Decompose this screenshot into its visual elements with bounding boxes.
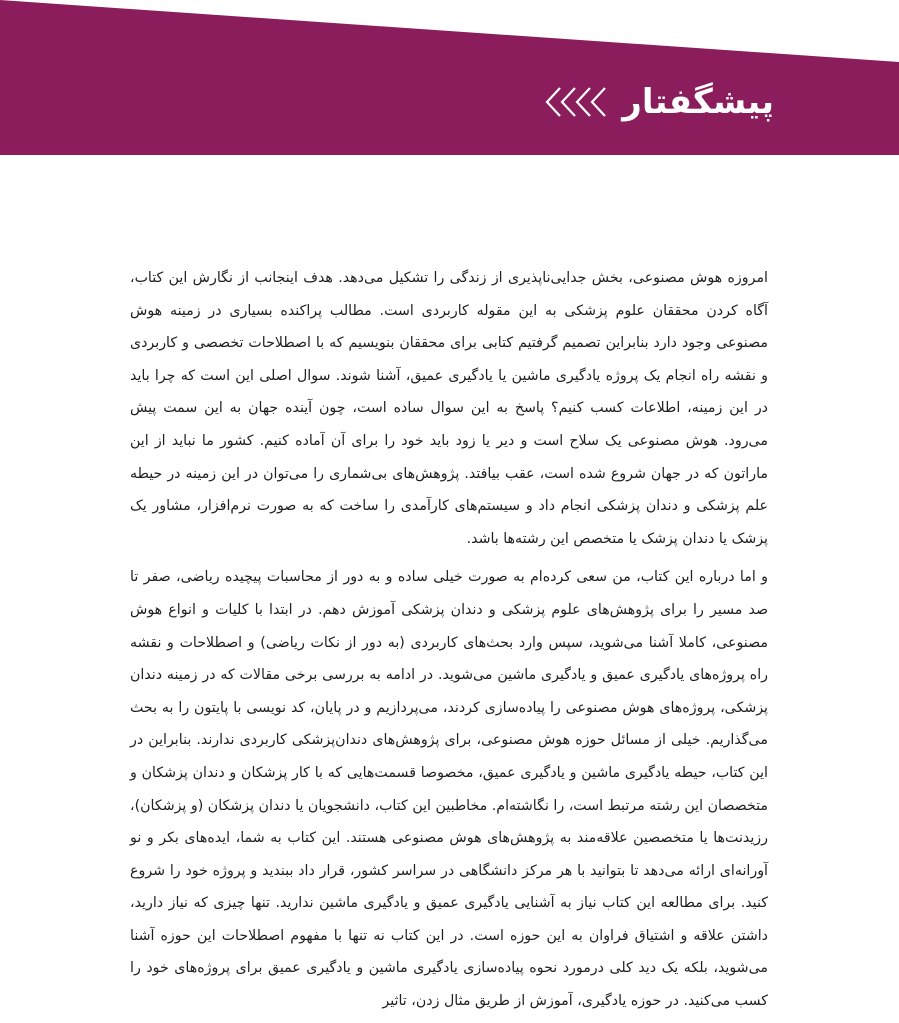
- chevrons-left-icon: [544, 85, 612, 119]
- chapter-title-text: پیشگفتار: [622, 82, 774, 122]
- chapter-title: [544, 78, 774, 126]
- preface-paragraph-1: امروزه هوش مصنوعی، بخش جدایی‌ناپذیری از زندگی را تشکیل می‌دهد. هدف اینجانب از نگارش این کتاب، آگاه کردن محققان علوم پزشکی به این مقوله کاربردی است. مطالب پراکنده بسیاری در زمینه هوش مصنوعی وجود دارد بنابراین تصمیم گرفتیم کتابی برای محققان بنویسیم که با اصطلاحات تخصصی و کاربردی و نقشه راه انجام یک پروژه یادگیری ماشین یا یادگیری عمیق، آشنا شوند. سوال اصلی این است که چرا باید در این زمینه، اطلاعات کسب کنیم؟ پاسخ به این سوال ساده است، چون آینده جهان به این سمت پیش می‌رود. هوش مصنوعی یک سلاح است و دیر یا زود باید خود را برای آن آماده کنیم. کشور ما نباید از این ماراتون که در جهان شروع شده است، عقب بیافتد. پژوهش‌های بی‌شماری را می‌توان در این زمینه در حیطه علم پزشکی و دندان پزشکی انجام داد و سیستم‌های کارآمدی را ساخت که به صورت نرم‌افزار، مشاور یک پزشک یا دندان پزشک یا متخصص این رشته‌ها باشد.: [130, 270, 768, 547]
- preface-body: [130, 262, 768, 1023]
- preface-paragraph-2: و اما درباره این کتاب، من سعی کرده‌ام به صورت خیلی ساده و به دور از محاسبات پیچیده ریاضی، صفر تا صد مسیر را برای پژوهش‌های علوم پزشکی و دندان پزشکی آموزش دهم. در ابتدا با کلیات و انواع هوش مصنوعی، کاملا آشنا می‌شوید، سپس وارد بحث‌های کاربردی (به دور از نکات ریاضی) و اصطلاحات و نقشه راه پروژه‌های یادگیری عمیق و یادگیری ماشین می‌شوید. در ادامه به بررسی برخی مقالات که در زمینه دندان پزشکی، پروژه‌های هوش مصنوعی را پیاده‌سازی کردند، می‌پردازیم و در پایان، کد نویسی با پایتون را به بحث می‌گذاریم. خیلی از مسائل حوزه هوش مصنوعی، برای پژوهش‌های دندان‌پزشکی کاربردی ندارند. بنابراین در این کتاب، حیطه یادگیری ماشین و یادگیری عمیق، مخصوصا قسمت‌هایی که با کار پزشکان و دندان پزشکان و متخصصان این رشته مرتبط است، را نگاشته‌ام. مخاطبین این کتاب، دانشجویان یا دندان پزشکان (و پزشکان)، رزیدنت‌ها یا متخصصین علاقه‌مند به پژوهش‌های هوش مصنوعی هستند. این کتاب به شما، ایده‌های بکر و نو آورانه‌ای ارائه می‌دهد تا بتوانید با هر مرکز دانشگاهی در سراسر کشور، قرار داد ببندید و پروژه خود را شروع کنید. برای مطالعه این کتاب نیاز به آشنایی یادگیری عمیق و یادگیری ماشین ندارید. تنها چیزی که نیاز دارید، داشتن علاقه و اشتیاق فراوان به این حوزه است. در این کتاب نه تنها با مفهوم اصطلاحات این حوزه آشنا می‌شوید، بلکه یک دید کلی درمورد نحوه پیاده‌سازی یادگیری ماشین و یادگیری عمیق برای پروژه‌های خود را کسب می‌کنید. در حوزه یادگیری، آموزش از طریق مثال زدن، تاثیر: [130, 569, 768, 1010]
- chevrons-left-icon-graphic: [544, 85, 612, 119]
